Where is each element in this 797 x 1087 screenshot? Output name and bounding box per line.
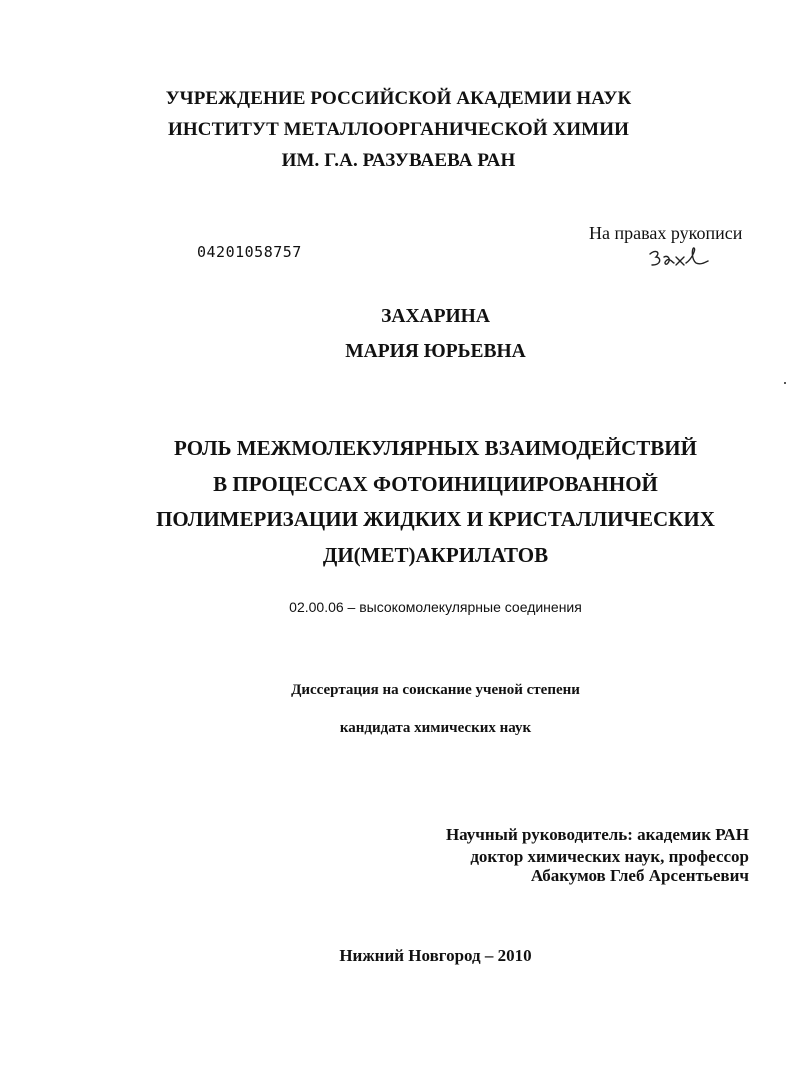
supervisor-line-2: доктор химических наук, профессор	[470, 847, 749, 866]
manuscript-note: На правах рукописи	[589, 223, 743, 243]
scan-speck	[784, 382, 786, 384]
handwritten-signature	[646, 245, 710, 271]
degree-line-2: кандидата химических наук	[339, 720, 532, 736]
specialty: 02.00.06 – высокомолекулярные соединения	[289, 599, 582, 615]
degree-line-1: Диссертация на соискание ученой степени	[291, 682, 580, 698]
title-line-4: ДИ(МЕТ)АКРИЛАТОВ	[322, 543, 549, 567]
institution-line-1: УЧРЕЖДЕНИЕ РОССИЙСКОЙ АКАДЕМИИ НАУК	[165, 88, 632, 109]
title-line-3: ПОЛИМЕРИЗАЦИИ ЖИДКИХ И КРИСТАЛЛИЧЕСКИХ	[156, 507, 715, 531]
supervisor-line-3: Абакумов Глеб Арсентьевич	[530, 866, 749, 885]
place-year: Нижний Новгород – 2010	[339, 946, 532, 965]
supervisor-line-1: Научный руководитель: академик РАН	[445, 825, 749, 844]
institution-line-3: ИМ. Г.А. РАЗУВАЕВА РАН	[281, 150, 516, 171]
author-name: МАРИЯ ЮРЬЕВНА	[345, 341, 526, 362]
institution-line-2: ИНСТИТУТ МЕТАЛЛООРГАНИЧЕСКОЙ ХИМИИ	[168, 119, 629, 140]
author-surname: ЗАХАРИНА	[381, 306, 490, 327]
document-number: 04201058757	[197, 243, 302, 261]
title-line-2: В ПРОЦЕССАХ ФОТОИНИЦИИРОВАННОЙ	[213, 472, 658, 496]
title-line-1: РОЛЬ МЕЖМОЛЕКУЛЯРНЫХ ВЗАИМОДЕЙСТВИЙ	[174, 436, 697, 460]
